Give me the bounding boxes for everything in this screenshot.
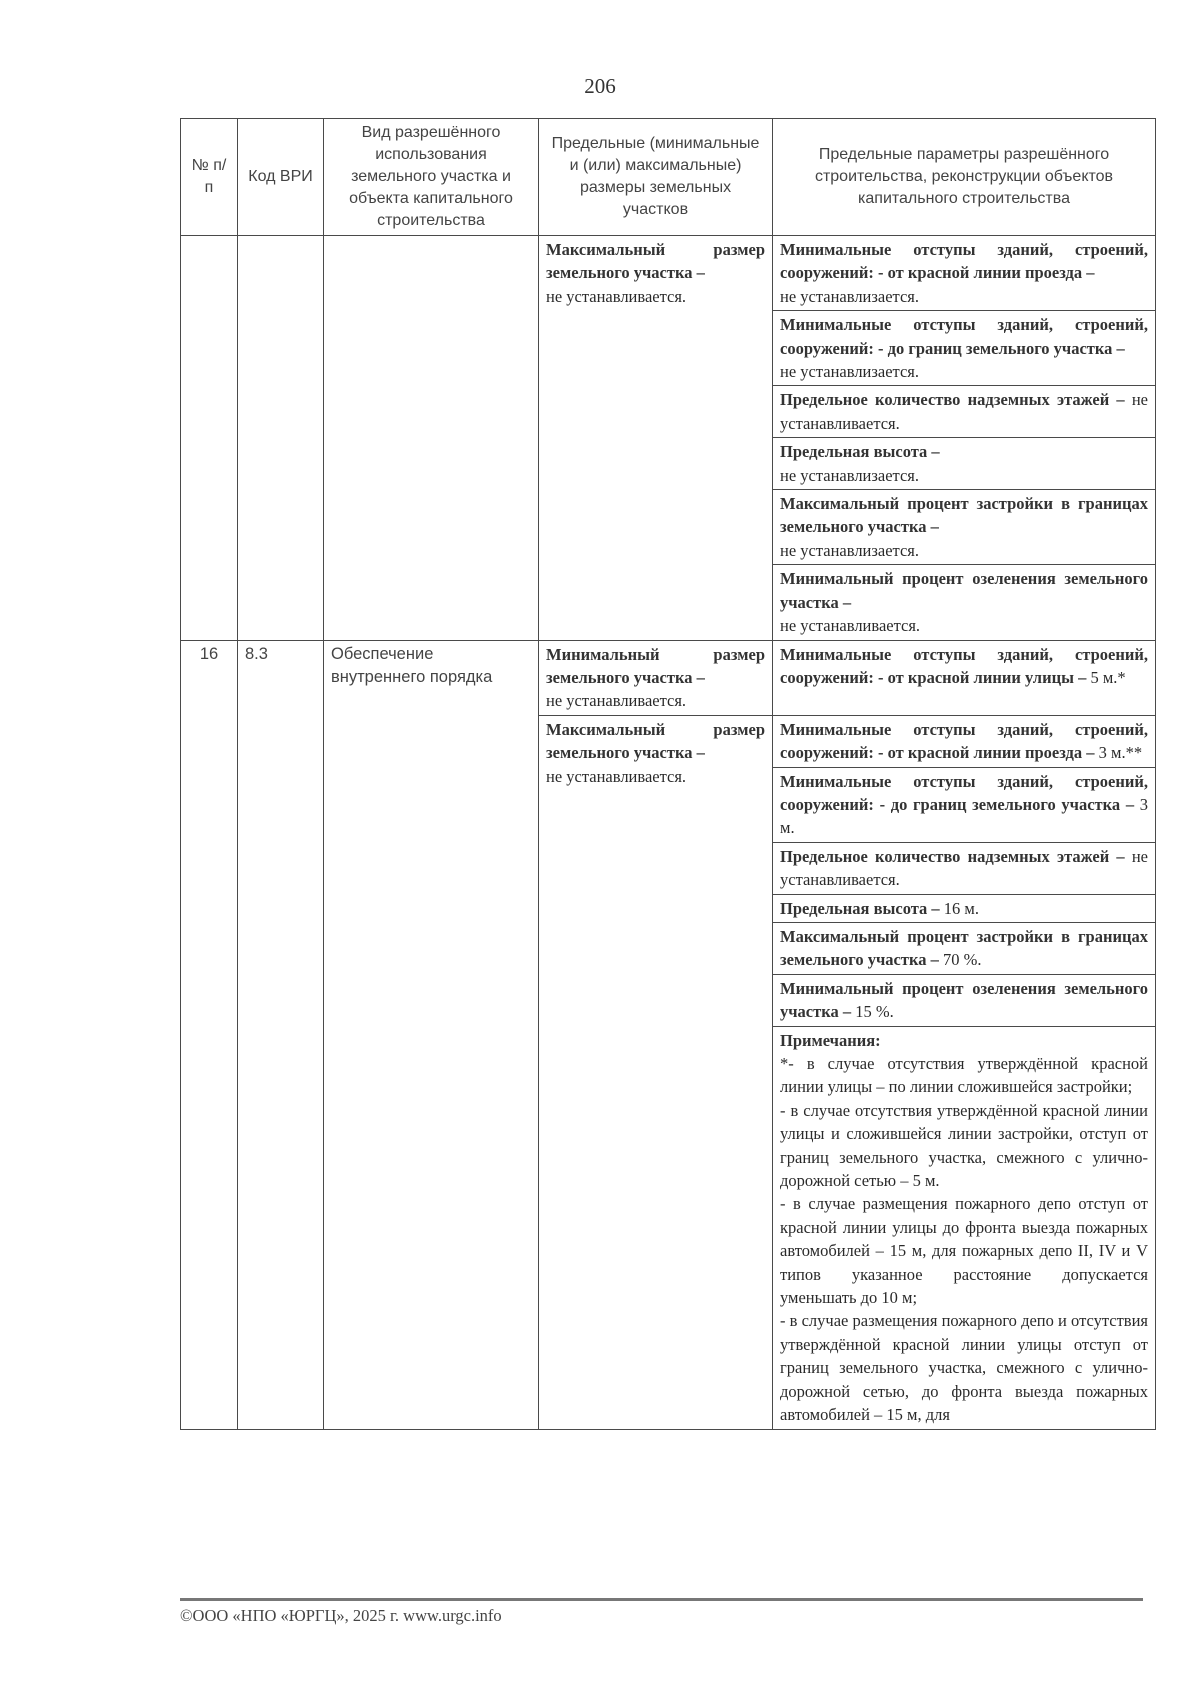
cell-num-empty: [181, 236, 238, 641]
param-sublabel: - до границ земельного участка –: [878, 338, 1125, 358]
param-value: 3 м.**: [1098, 743, 1143, 763]
min-size-cell: [539, 640, 773, 715]
max-size-cell: [539, 236, 773, 641]
max-size-value: не устанавливается.: [546, 766, 687, 786]
param-label: Минимальный процент озеленения земельного участка –: [780, 569, 1148, 612]
param-value: 3 м.: [780, 794, 1149, 838]
min-size-label: Минимальный размер земельного участка –: [546, 644, 765, 687]
param-value: не устанавливается.: [780, 390, 1148, 433]
page-number: 206: [584, 74, 616, 98]
param-sublabel: - от красной линии улицы –: [878, 667, 1087, 687]
param-value: 70 %.: [942, 950, 982, 970]
param-label: Минимальные отступы зданий, строений, сооружений:: [780, 644, 1148, 687]
header-params: Предельные параметры разрешённого строительства, реконструкции объектов капитального строительства: [773, 119, 1156, 236]
param-label: Максимальный процент застройки в границах земельного участка –: [780, 926, 1148, 970]
header-sizes: Предельные (минимальные и (или) максимальные) размеры земельных участков: [539, 119, 773, 236]
footer-copyright: ©ООО «НПО «ЮРГЦ», 2025 г. www.urgc.info: [180, 1606, 502, 1625]
table-header-row: [181, 119, 1156, 236]
notes-cell: [773, 1026, 1156, 1429]
param-value: не устанавлизается.: [780, 465, 919, 485]
param-label: Минимальный процент озеленения земельного участка –: [780, 978, 1148, 1022]
param-value: не устанавлизается.: [780, 362, 919, 382]
param-cell: [773, 922, 1156, 974]
param-label: Минимальные отступы зданий, строений, сооружений:: [780, 719, 1148, 763]
zoning-table: [180, 118, 1156, 1430]
param-label: Максимальный процент застройки в границах земельного участка –: [780, 494, 1148, 537]
note-item: - в случае отсутствия утверждённой красной линии улицы и сложившейся линии застройки, отступ от границ земельного участка, смежного с улично-дорожной сетью – 5 м.: [780, 1100, 1148, 1191]
entry-code: 8.3: [238, 640, 324, 1429]
param-label: Минимальные отступы зданий, строений, сооружений:: [780, 771, 1148, 814]
max-size-label: Максимальный размер земельного участка –: [546, 719, 765, 763]
param-label: Предельное количество надземных этажей –: [780, 390, 1125, 410]
param-value: не устанавлизается.: [780, 540, 919, 560]
param-label: Предельная высота –: [780, 898, 940, 918]
cell-code-empty: [238, 236, 324, 641]
header-code: Код ВРИ: [238, 119, 324, 236]
min-size-value: не устанавливается.: [546, 691, 687, 711]
notes-title: Примечания:: [780, 1030, 881, 1050]
param-label: Предельное количество надземных этажей –: [780, 846, 1125, 866]
param-cell: [773, 894, 1156, 922]
param-cell: [773, 490, 1156, 565]
max-size-cell: [539, 715, 773, 1429]
param-label: Предельная высота –: [780, 442, 940, 462]
note-item: - в случае размещения пожарного депо отступ от красной линии улицы до фронта выезда пожарных автомобилей – 15 м, для пожарных депо II, IV и V типов указанное расстояние допускается уменьшать до 10 м;: [780, 1194, 1148, 1308]
table-row: [181, 640, 1156, 715]
param-cell: [773, 842, 1156, 894]
param-value: 16 м.: [943, 898, 979, 918]
footer-divider: [180, 1598, 1143, 1601]
param-value: 15 %.: [855, 1002, 894, 1022]
param-cell: [773, 640, 1156, 715]
param-value: не устанавливается.: [780, 846, 1148, 890]
param-cell: [773, 386, 1156, 438]
note-item: - в случае размещения пожарного депо и отсутствия утверждённой красной линии улицы отступ от границ земельного участка, смежного с улично-дорожной сетью, до фронта выезда пожарных автомобилей – 15 м, для: [780, 1311, 1148, 1425]
param-label: Минимальные отступы зданий, строений, сооружений:: [780, 240, 1148, 283]
header-num: № п/п: [181, 119, 238, 236]
max-size-value: не устанавливается.: [546, 286, 687, 306]
note-item: *- в случае отсутствия утверждённой красной линии улицы – по линии сложившейся застройки;: [780, 1054, 1148, 1097]
param-value: 5 м.*: [1090, 667, 1126, 687]
param-value: не устанавливается.: [780, 616, 921, 636]
max-size-label: Максимальный размер земельного участка –: [546, 240, 765, 283]
param-cell: [773, 974, 1156, 1026]
param-label: Минимальные отступы зданий, строений, сооружений:: [780, 315, 1148, 358]
cell-use-empty: [324, 236, 539, 641]
param-cell: [773, 565, 1156, 640]
param-cell: [773, 311, 1156, 386]
param-sublabel: - от красной линии проезда –: [878, 263, 1095, 283]
header-use: Вид разрешённого использования земельного участка и объекта капитального строительства: [324, 119, 539, 236]
param-sublabel: - до границ земельного участка –: [879, 794, 1135, 814]
param-value: не устанавлизается.: [780, 286, 919, 306]
entry-number: 16: [181, 640, 238, 1429]
entry-use-name: Обеспечение внутреннего порядка: [324, 640, 539, 1429]
param-cell: [773, 767, 1156, 842]
table-row: [181, 236, 1156, 311]
param-cell: [773, 715, 1156, 767]
param-cell: [773, 236, 1156, 311]
param-cell: [773, 438, 1156, 490]
param-sublabel: - от красной линии проезда –: [878, 743, 1095, 763]
